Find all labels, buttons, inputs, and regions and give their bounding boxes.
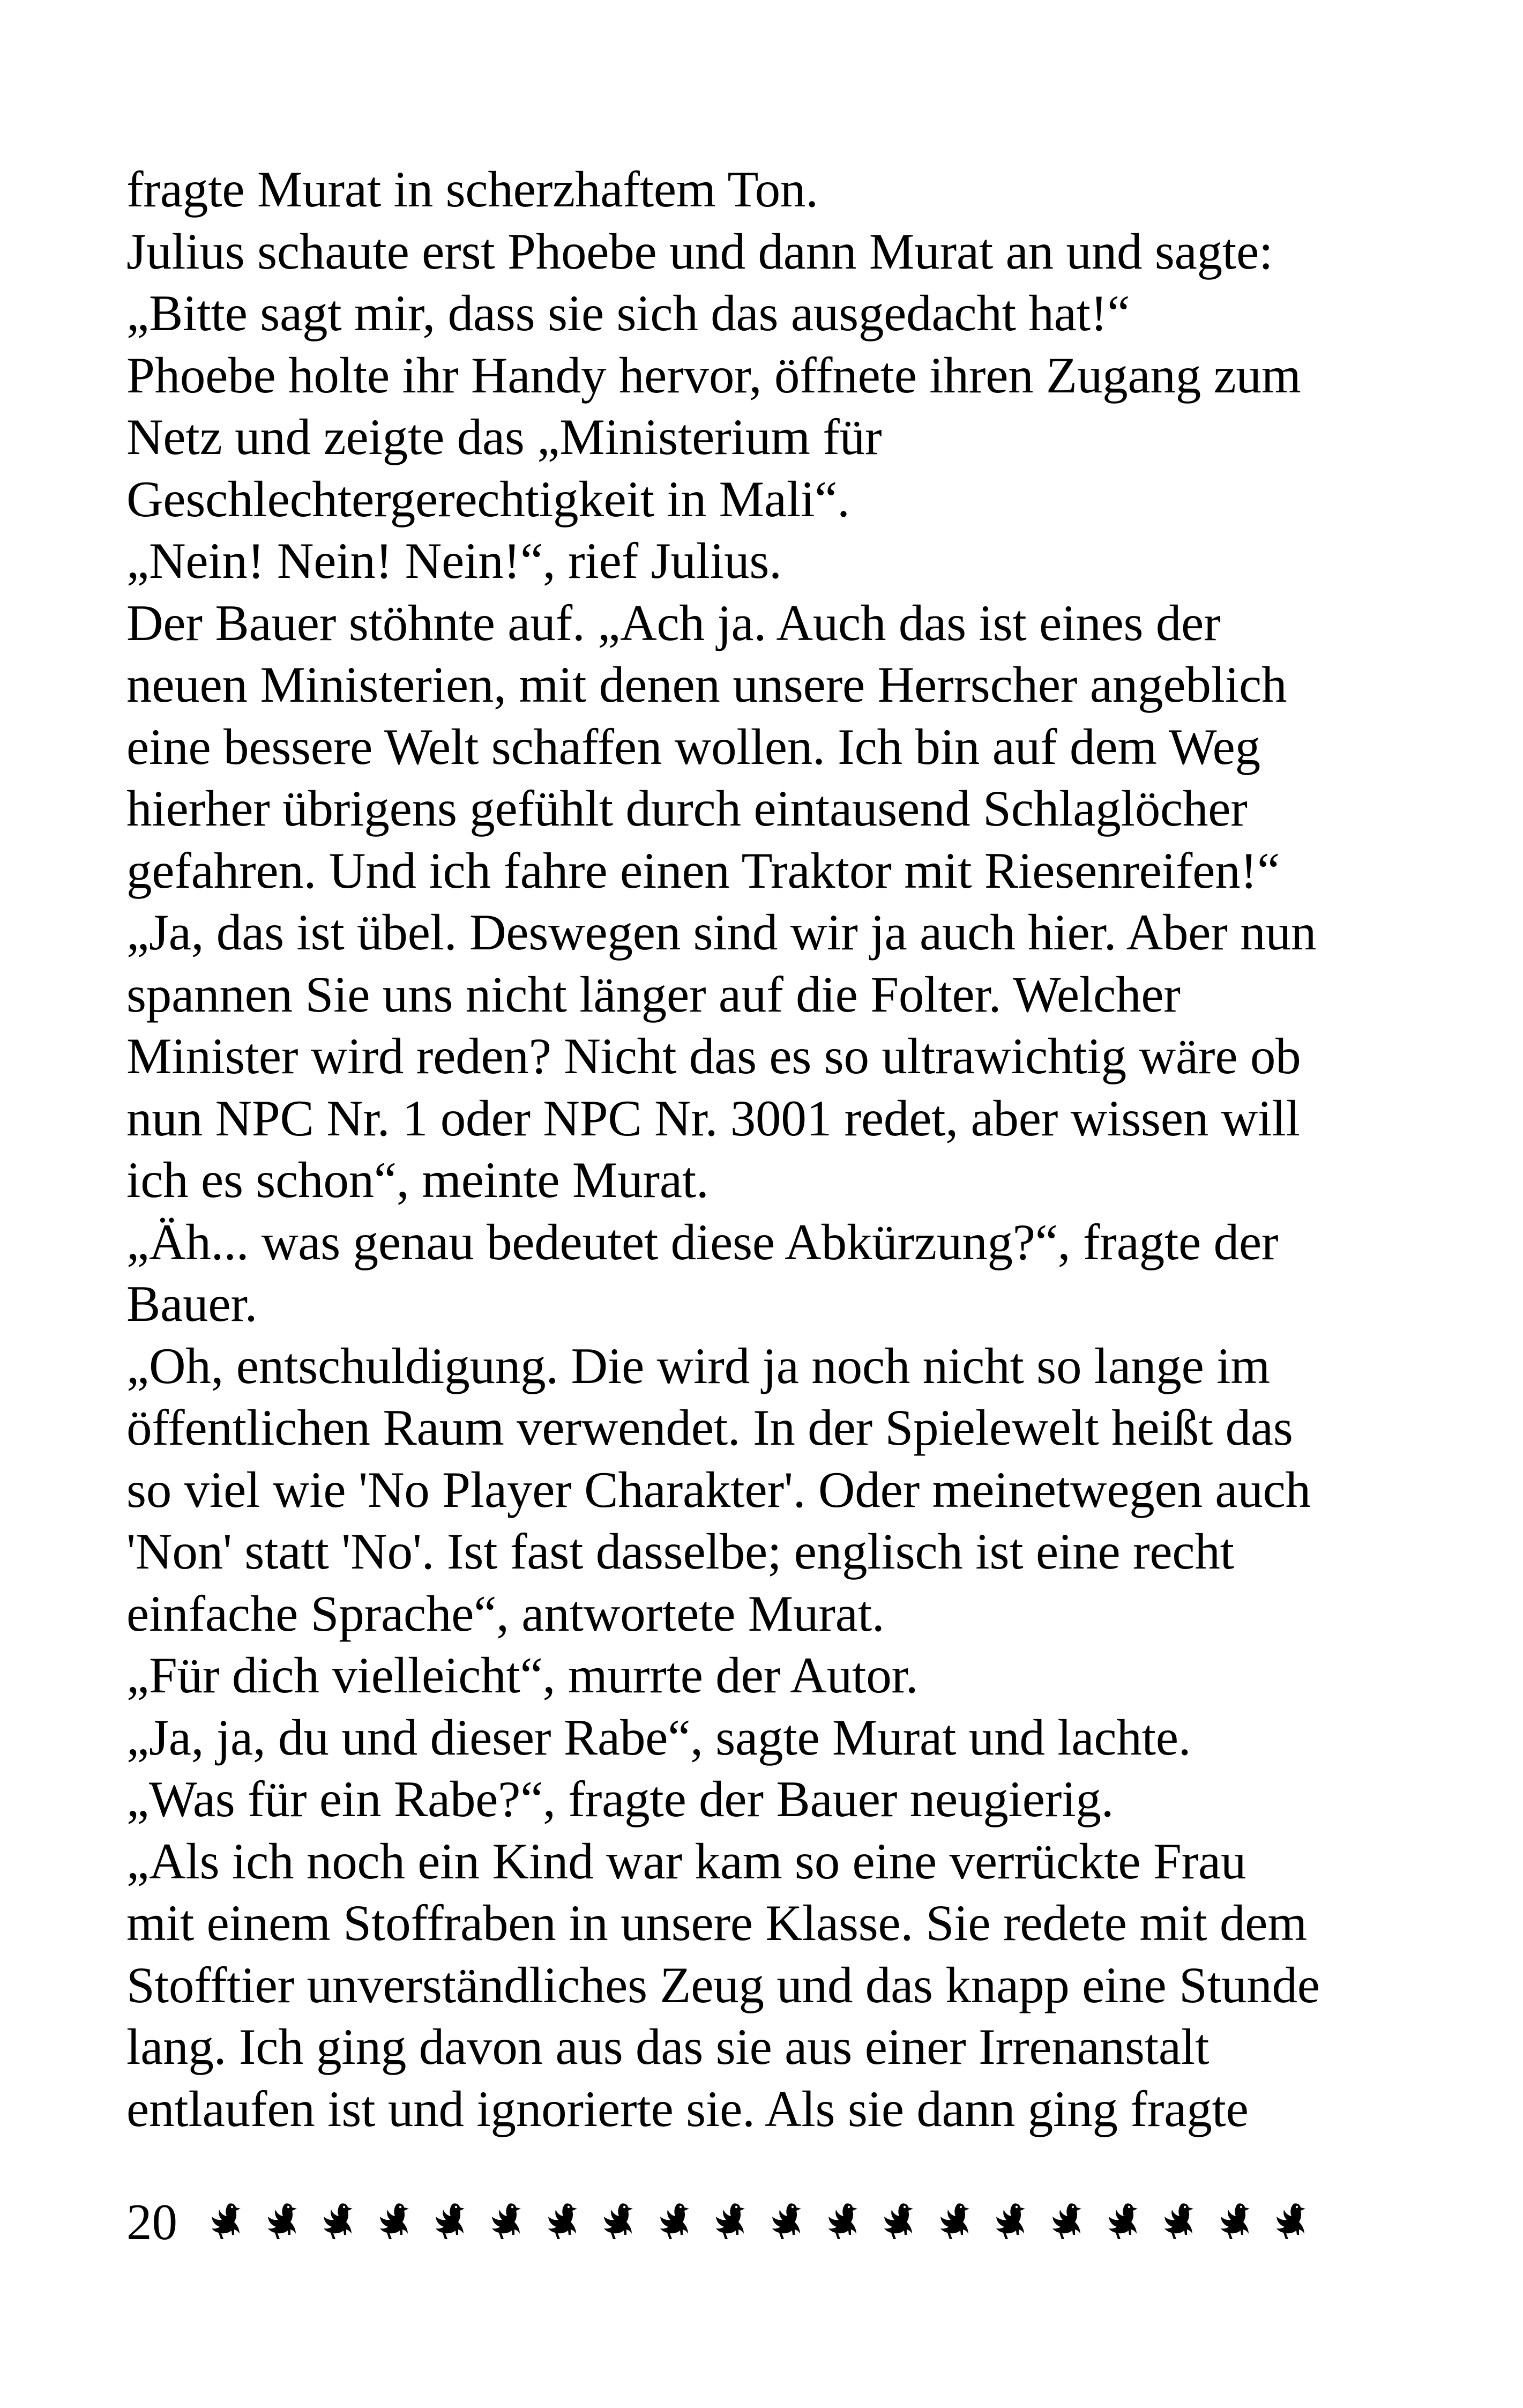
raven-icon — [600, 2202, 636, 2242]
text-line: gefahren. Und ich fahre einen Traktor mit Riesenreifen!“ — [126, 842, 1280, 899]
raven-icon — [319, 2202, 356, 2242]
raven-icon — [488, 2202, 524, 2242]
raven-icon — [431, 2202, 468, 2242]
raven-icon — [1160, 2202, 1197, 2242]
text-line: Phoebe holte ihr Handy hervor, öffnete ihren Zugang zum — [126, 346, 1301, 404]
text-line: Der Bauer stöhnte auf. „Ach ja. Auch das ist eines der — [126, 594, 1221, 651]
text-line: Netz und zeigte das „Ministerium für — [126, 408, 882, 465]
text-line: fragte Murat in scherzhaftem Ton. — [126, 161, 818, 218]
raven-icon — [1104, 2202, 1141, 2242]
text-line: „Was für ein Rabe?“, fragte der Bauer neugierig. — [126, 1771, 1114, 1827]
text-line: „Nein! Nein! Nein!“, rief Julius. — [126, 532, 782, 589]
text-line: eine bessere Welt schaffen wollen. Ich bin auf dem Weg — [126, 718, 1260, 775]
raven-icon — [824, 2202, 861, 2242]
text-line: „Ja, das ist übel. Deswegen sind wir ja auch hier. Aber nun — [126, 904, 1317, 961]
raven-icon — [1048, 2202, 1085, 2242]
raven-icon — [544, 2202, 580, 2242]
page-footer — [126, 2190, 1466, 2254]
body-text — [126, 159, 1423, 2140]
raven-icon — [1216, 2202, 1253, 2242]
page-number: 20 — [126, 2194, 177, 2250]
text-line: spannen Sie uns nicht länger auf die Folter. Welcher — [126, 965, 1181, 1023]
text-line: ich es schon“, meinte Murat. — [126, 1151, 709, 1208]
text-line: neuen Ministerien, mit denen unsere Herrscher angeblich — [126, 656, 1287, 713]
raven-icon — [712, 2202, 748, 2242]
text-line: lang. Ich ging davon aus das sie aus einer Irrenanstalt — [126, 2018, 1210, 2075]
raven-icon — [936, 2202, 973, 2242]
text-line: mit einem Stoffraben in unsere Klasse. Sie redete mit dem — [126, 1894, 1307, 1951]
raven-icon — [768, 2202, 804, 2242]
text-line: einfache Sprache“, antwortete Murat. — [126, 1585, 885, 1642]
text-line: Geschlechtergerechtigkeit in Mali“. — [126, 470, 850, 527]
text-line: öffentlichen Raum verwendet. In der Spielewelt heißt das — [126, 1399, 1293, 1456]
text-line: nun NPC Nr. 1 oder NPC Nr. 3001 redet, aber wissen will — [126, 1089, 1300, 1147]
text-line: Minister wird reden? Nicht das es so ultrawichtig wäre ob — [126, 1028, 1301, 1084]
raven-icon — [992, 2202, 1028, 2242]
text-line: „Ja, ja, du und dieser Rabe“, sagte Murat und lachte. — [126, 1708, 1191, 1766]
text-line: hierher übrigens gefühlt durch eintausend Schlaglöcher — [126, 780, 1248, 837]
raven-icon — [880, 2202, 916, 2242]
text-line: so viel wie 'No Player Charakter'. Oder meinetwegen auch — [126, 1461, 1311, 1518]
raven-icon — [207, 2202, 244, 2242]
text-line: 'Non' statt 'No'. Ist fast dasselbe; englisch ist eine recht — [126, 1523, 1234, 1580]
text-line: entlaufen ist und ignorierte sie. Als sie dann ging fragte — [126, 2080, 1249, 2137]
text-line: „Oh, entschuldigung. Die wird ja noch nicht so lange im — [126, 1337, 1270, 1394]
text-line: „Für dich vielleicht“, murrte der Autor. — [126, 1647, 919, 1704]
text-line: „Äh... was genau bedeutet diese Abkürzung?“, fragte der — [126, 1213, 1279, 1270]
raven-icon — [1272, 2202, 1309, 2242]
text-line: „Bitte sagt mir, dass sie sich das ausgedacht hat!“ — [126, 285, 1130, 341]
raven-icon — [376, 2202, 412, 2242]
raven-icon — [264, 2202, 300, 2242]
raven-icon — [656, 2202, 692, 2242]
text-line: Julius schaute erst Phoebe und dann Murat an und sagte: — [126, 222, 1273, 280]
text-line: Bauer. — [126, 1275, 258, 1332]
raven-ornament-row — [207, 2202, 1309, 2242]
text-line: „Als ich noch ein Kind war kam so eine verrückte Frau — [126, 1832, 1246, 1890]
text-line: Stofftier unverständliches Zeug und das knapp eine Stunde — [126, 1956, 1320, 2013]
